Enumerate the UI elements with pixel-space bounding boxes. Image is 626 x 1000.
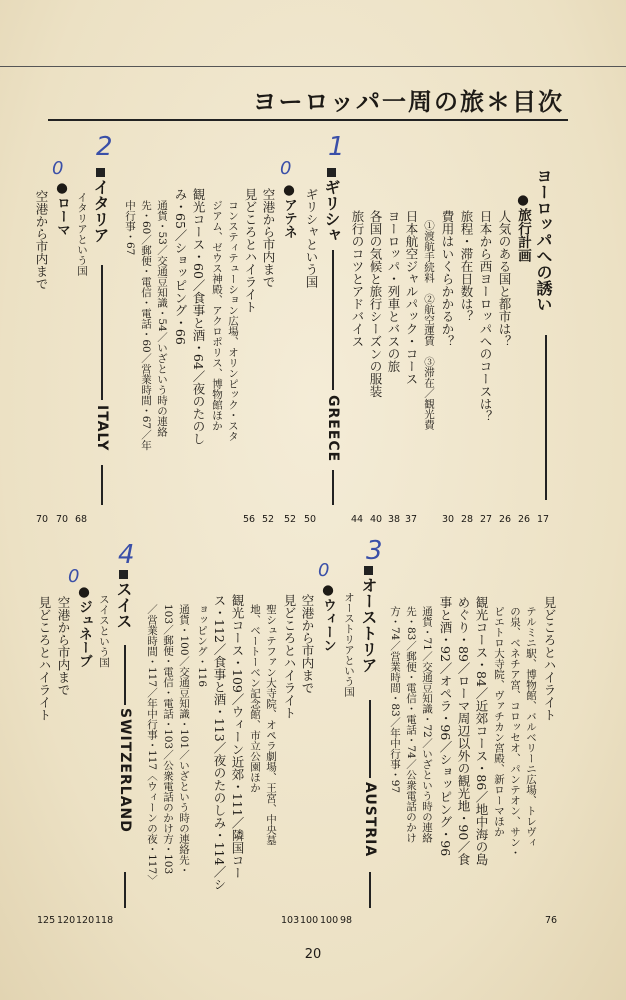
page-ref: 98 [340,915,353,926]
toc-detail: 聖シュテファン大寺院、オペラ劇場、王宮、中央墓 [265,604,277,846]
handwritten-number: 3 [366,536,383,566]
page-ref: 27 [480,514,493,525]
leader-line [124,645,126,705]
page-ref: 70 [36,514,49,525]
page-ref: 100 [320,915,339,926]
page-ref: 52 [262,514,275,525]
toc-item: ギリシャという国 [304,188,319,288]
section-title-intro: ヨーロッパへの誘い [534,168,553,312]
toc-item: イタリアという国 [76,192,88,276]
toc-detail: 方・74／営業時間・83／年中行事・97 [389,606,401,794]
toc-detail: 観光コース・109／ウィーン近郊・111／隣国コー [230,594,245,880]
leader-line [332,470,334,505]
toc-detail: の泉、ベネチア宮、コロッセオ、パンテオン、サン・ [509,606,521,858]
page-ref: 103 [281,915,300,926]
section-marker [119,570,128,579]
leader-line [124,872,126,908]
page-ref: 68 [75,514,88,525]
handwritten-number: 4 [118,540,135,570]
toc-detail: 通貨・53／交通豆知識・54／いざという時の連絡 [156,200,168,437]
toc-item: オーストリアという国 [343,592,355,697]
toc-item: スイスという国 [98,594,110,668]
leader-line [101,265,103,400]
toc-item: 日本から西ヨーロッパへのコースは？ [478,210,493,423]
leader-line [101,465,103,505]
page-ref: 37 [405,514,418,525]
toc-item: 旅程・滞在日数は？ [459,210,474,323]
handwritten-number: 0 [280,158,292,179]
toc-item: 人気のある国と都市は？ [497,210,512,348]
section-marker [327,168,336,177]
page-ref: 70 [56,514,69,525]
page-ref: 56 [243,514,256,525]
section-roman-greece: GREECE [325,395,341,463]
toc-item: 空港から市内まで [56,596,71,696]
toc-detail: ピエトロ大寺院、ヴァチカン宮殿、新ローマほか [493,606,505,837]
handwritten-number: 0 [318,560,330,581]
header-underline [48,119,568,121]
toc-detail: 地、ベートーベン記念館、市立公園ほか [249,604,261,793]
top-rule [0,66,626,67]
toc-detail: 先・83／郵便・電信・電話・74／公衆電話のかけ [405,606,417,843]
section-marker [364,566,373,575]
toc-detail: ス・112／食事と酒・113／夜のたのしみ・114／シ [212,594,227,891]
toc-detail: ／営業時間・117／年中行事・117〈ウィーンの夜・117〉 [146,604,158,885]
city-title-vienna: ●ウィーン [320,582,336,652]
page-ref: 52 [284,514,297,525]
section-title-plan: ●旅行計画 [515,192,531,262]
page-ref: 26 [518,514,531,525]
toc-item: 見どころとハイライト [37,596,52,721]
page-ref: 118 [95,915,114,926]
toc-item: 旅行のコツとアドバイス [350,210,365,348]
city-title-athens: ●アテネ [281,182,297,239]
page-ref: 30 [442,514,455,525]
toc-detail: コンスティテューション広場、オリンピック・スタ [227,200,239,442]
handwritten-number: 0 [68,566,80,587]
toc-item: 見どころとハイライト [243,188,258,313]
page-ref: 44 [351,514,364,525]
toc-detail: ジアム、ゼウス神殿、アクロポリス、博物館ほか [211,200,223,431]
toc-detail: 観光コース・60／食事と酒・64／夜のたのし [191,188,206,445]
toc-item: 空港から市内まで [300,594,315,694]
toc-detail: めぐり・89／ローマ周辺以外の観光地・90／食 [456,596,471,866]
section-title-austria: オーストリア [362,566,375,673]
handwritten-number: 0 [52,158,64,179]
toc-detail: 中行事・67 [124,200,136,256]
toc-detail: 観光コース・84／近郊コース・86／地中海の島 [474,596,489,866]
toc-item: 費用はいくらかかるか？ [440,210,455,348]
toc-item: 空港から市内まで [34,190,49,290]
handwritten-number: 1 [328,132,345,162]
section-roman-austria: AUSTRIA [362,782,378,858]
page-ref: 40 [370,514,383,525]
page-ref: 120 [57,915,76,926]
leader-line [545,335,547,500]
page-ref: 50 [304,514,317,525]
toc-item: 日本航空ジャルパック・コース [404,210,419,385]
section-title-swiss: スイス [117,570,130,629]
page-ref: 100 [300,915,319,926]
leader-line [369,700,371,778]
page-ref: 26 [499,514,512,525]
page-ref: 125 [37,915,56,926]
toc-item: 各国の気候と旅行シーズンの服装 [368,210,383,398]
leader-line [332,250,334,390]
page-title: ヨーロッパ一周の旅＊目次 [252,88,564,116]
toc-detail: テルミニ駅、博物館、バルベリーニ広場、トレヴィ [525,606,537,848]
toc-item: 見どころとハイライト [282,594,297,719]
section-marker [96,168,105,177]
toc-detail: 先・60／郵便・電信・電話・60／営業時間・67／年 [140,200,152,451]
toc-detail: ョッピング・116 [196,604,208,688]
section-title-greece: ギリシャ [325,168,338,243]
toc-detail: 事と酒・92／オペラ・96／ショッピング・96 [438,596,453,857]
toc-item: 空港から市内まで [261,188,276,288]
section-roman-swiss: SWITZERLAND [117,708,133,833]
toc-detail: み・65／ショッピング・66 [173,188,188,345]
toc-detail: 103／郵便・電信・電話・103／公衆電話のかけ方・103 [162,604,174,875]
toc-item: 見どころとハイライト [542,596,557,721]
toc-detail: 通貨・71／交通豆知識・72／いざという時の連絡 [421,606,433,843]
page-ref: 76 [545,915,558,926]
toc-subitem: ①渡航手続料 ②航空運賃 ③滞在／観光費 [423,220,435,430]
handwritten-number: 2 [96,132,113,162]
toc-detail: 通貨・100／交通豆知識・101／いざという時の連絡先・ [178,604,190,876]
city-title-geneva: ●ジュネーブ [76,584,92,668]
city-title-rome: ●ローマ [54,180,70,237]
page-ref: 120 [76,915,95,926]
section-title-italy: イタリア [94,168,107,243]
page-ref: 38 [388,514,401,525]
toc-item: ヨーロッパ・列車とバスの旅 [386,210,401,373]
page-ref: 28 [461,514,474,525]
section-roman-italy: ITALY [94,405,110,452]
page-ref: 17 [537,514,550,525]
page-number: 20 [304,947,322,962]
leader-line [369,872,371,908]
